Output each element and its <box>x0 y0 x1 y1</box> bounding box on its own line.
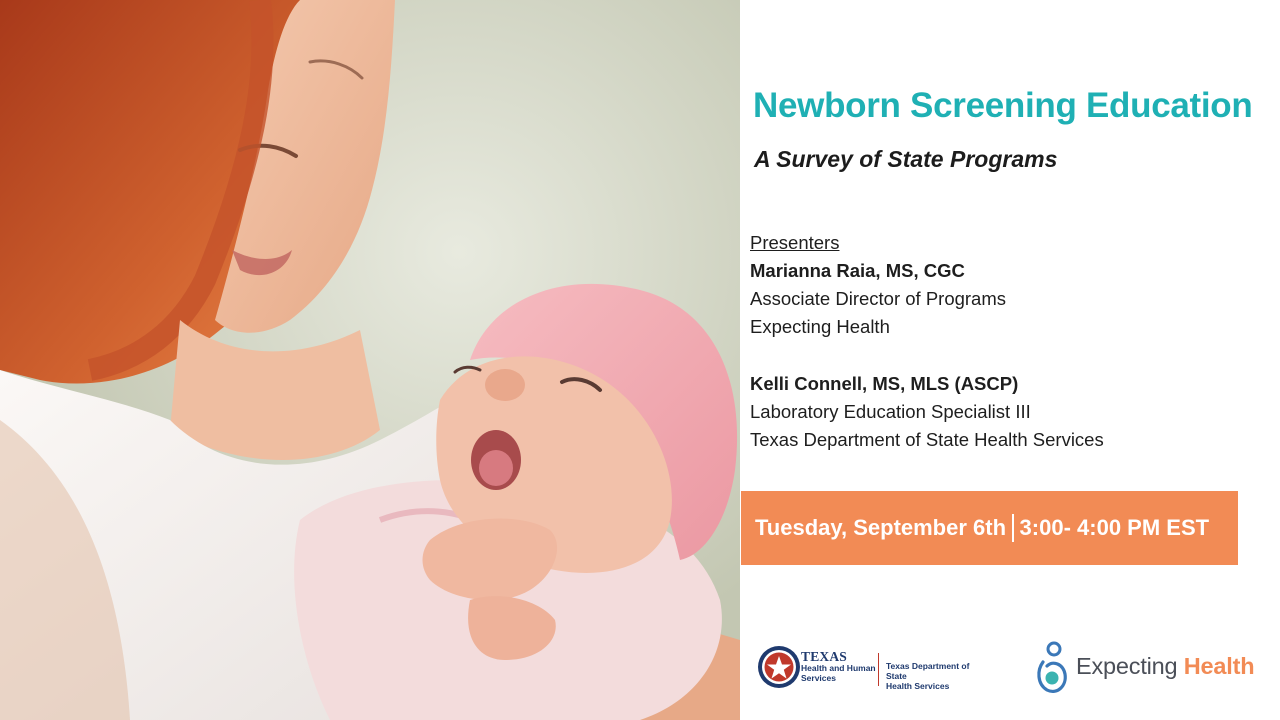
expecting-health-mark-icon <box>1033 640 1071 694</box>
page-title: Newborn Screening Education <box>753 86 1253 125</box>
expecting-health-wordmark <box>1076 653 1254 680</box>
texas-hhs-logo <box>757 643 989 693</box>
presenter-role: Associate Director of Programs <box>750 288 1007 309</box>
presenter-name: Marianna Raia, MS, CGC <box>750 260 965 281</box>
hhs-label-line: Health and Human <box>801 663 876 673</box>
page-subtitle: A Survey of State Programs <box>754 146 1058 172</box>
hhs-label-line: Services <box>801 672 836 683</box>
event-time: 3:00- 4:00 PM EST <box>1019 515 1210 540</box>
texas-seal-icon <box>757 645 801 689</box>
event-date-banner <box>741 491 1238 565</box>
hhs-label <box>801 664 876 683</box>
presenters-section <box>750 229 1104 454</box>
presenter-org: Expecting Health <box>750 316 890 337</box>
wordmark-part-1: Expecting <box>1076 653 1178 679</box>
info-panel <box>741 0 1280 720</box>
presenter-role: Laboratory Education Specialist III <box>750 401 1031 422</box>
logo-divider <box>878 653 879 686</box>
event-date: Tuesday, September 6th <box>755 515 1007 540</box>
expecting-health-logo <box>1033 640 1273 696</box>
wordmark-part-2: Health <box>1183 653 1255 679</box>
texas-wordmark: TEXAS <box>801 649 848 664</box>
presenter-org: Texas Department of State Health Services <box>750 429 1104 450</box>
dshs-label-line: Health Services <box>886 681 950 691</box>
presenter-name: Kelli Connell, MS, MLS (ASCP) <box>750 373 1019 394</box>
dshs-label <box>886 661 989 691</box>
presenters-heading: Presenters <box>750 232 840 253</box>
dshs-label-line: Texas Department of State <box>886 661 970 681</box>
date-time-divider <box>1012 514 1014 542</box>
